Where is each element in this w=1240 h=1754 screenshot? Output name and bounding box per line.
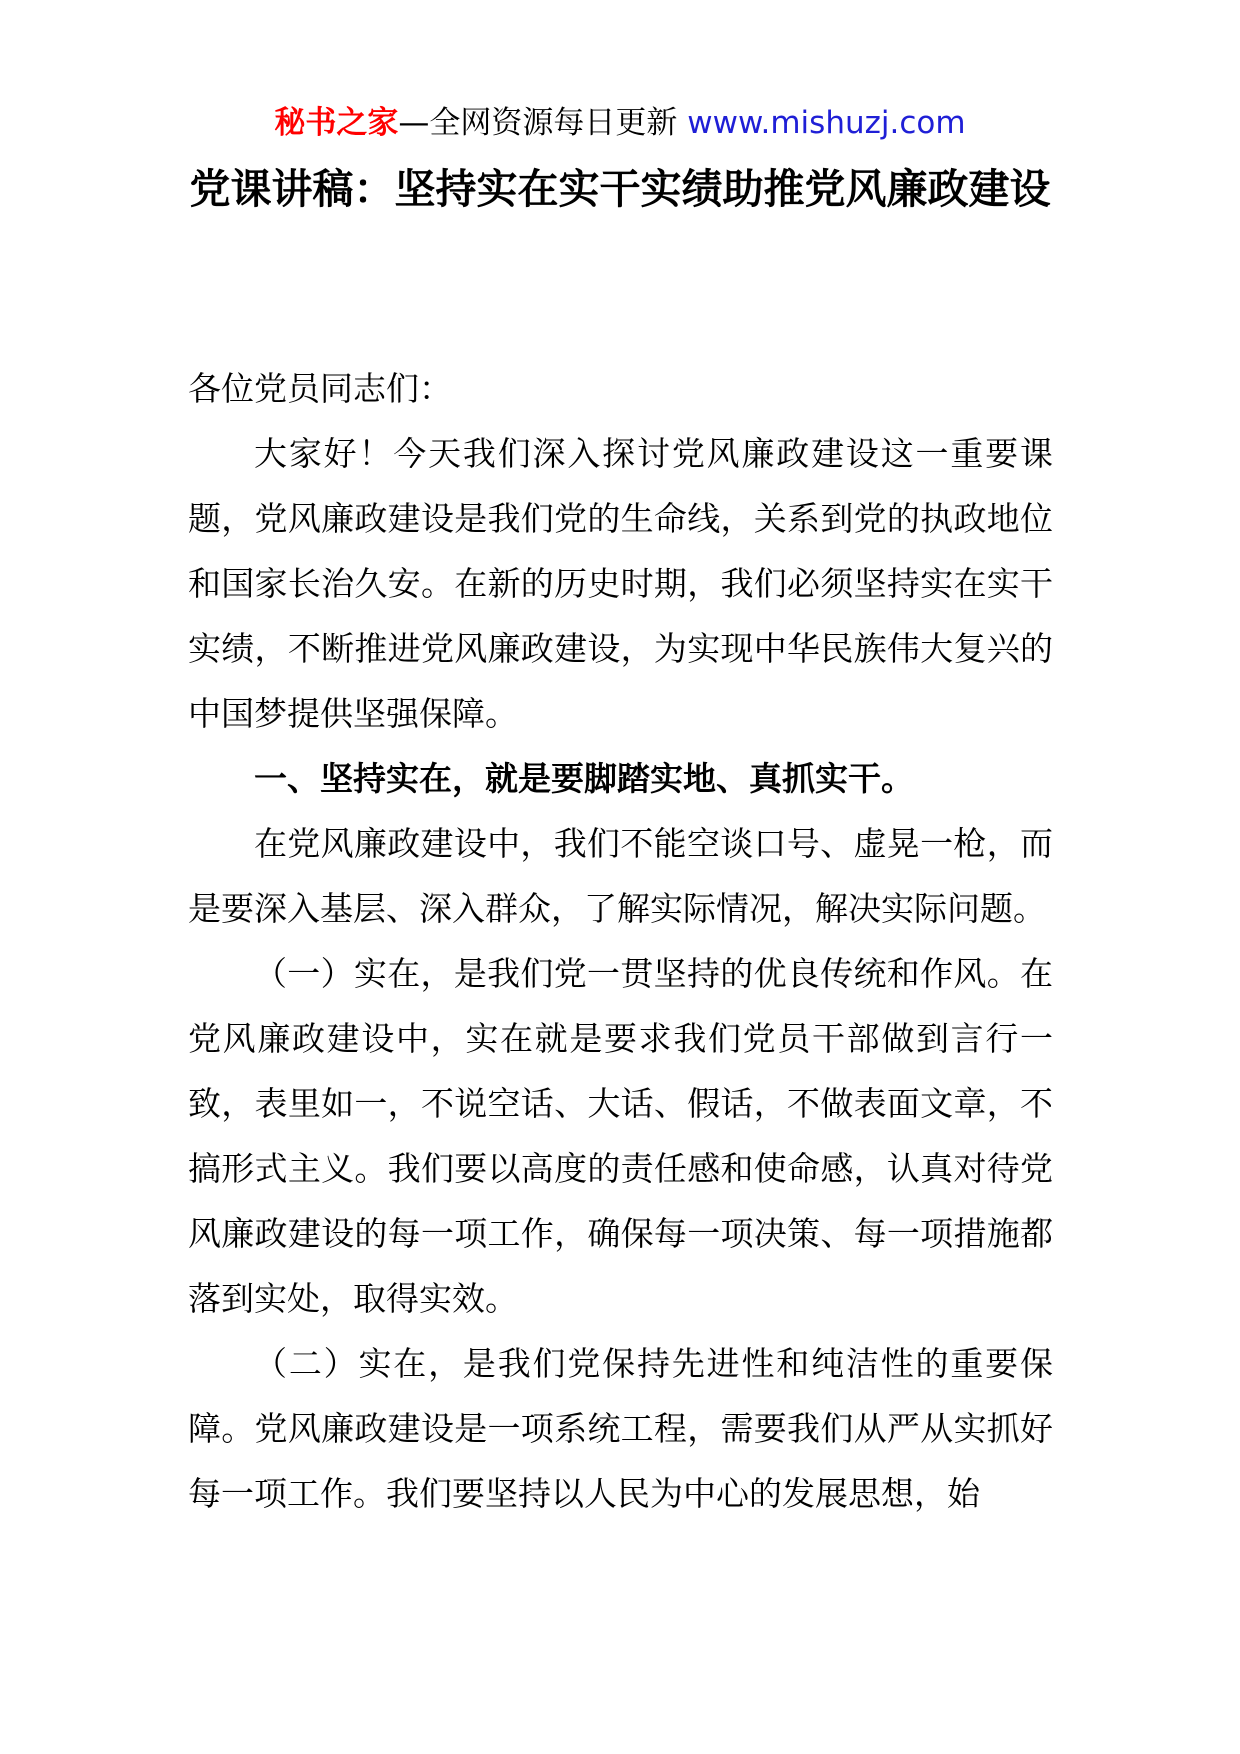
body-paragraph: 在党风廉政建设中，我们不能空谈口号、虚晃一枪，而是要深入基层、深入群众，了解实际情况，解决实际问题。 bbox=[188, 824, 1053, 928]
site-url[interactable]: www.mishuzj.com bbox=[687, 105, 966, 141]
section-heading-1: 一、坚持实在，就是要脚踏实地、真抓实干。 bbox=[254, 759, 914, 798]
body-paragraph-intro: 大家好！今天我们深入探讨党风廉政建设这一重要课题，党风廉政建设是我们党的生命线，关系到党的执政地位和国家长治久安。在新的历史时期，我们必须坚持实在实干实绩，不断推进党风廉政建设，为实现中华民族伟大复兴的中国梦提供坚强保障。 bbox=[188, 434, 1053, 733]
body-paragraph: （一）实在，是我们党一贯坚持的优良传统和作风。在党风廉政建设中，实在就是要求我们党员干部做到言行一致，表里如一，不说空话、大话、假话，不做表面文章，不搞形式主义。我们要以高度的责任感和使命感，认真对待党风廉政建设的每一项工作，确保每一项决策、每一项措施都落到实处，取得实效。 bbox=[188, 954, 1053, 1318]
site-header bbox=[0, 98, 1240, 148]
body-paragraph: （二）实在，是我们党保持先进性和纯洁性的重要保障。党风廉政建设是一项系统工程，需要我们从严从实抓好每一项工作。我们要坚持以人民为中心的发展思想，始 bbox=[188, 1344, 1053, 1513]
document-title: 党课讲稿：坚持实在实干实绩助推党风廉政建设 bbox=[189, 165, 1051, 213]
document-body bbox=[188, 356, 1053, 1526]
salutation: 各位党员同志们： bbox=[188, 369, 452, 408]
site-brand: 秘书之家 bbox=[274, 105, 399, 141]
site-tagline: —全网资源每日更新 bbox=[398, 105, 688, 141]
